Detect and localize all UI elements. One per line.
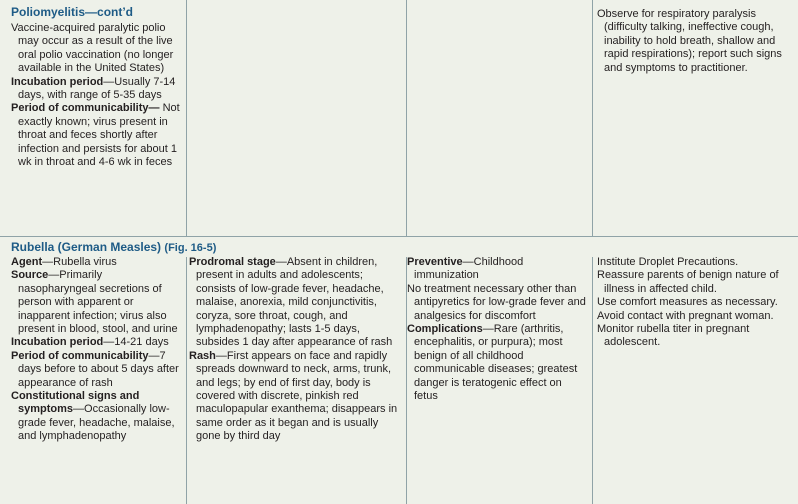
rubella-title-text: Rubella (German Measles)	[11, 240, 162, 254]
rubella-incubation: Incubation period—14-21 days	[11, 336, 169, 349]
incubation-label: Incubation period	[11, 75, 104, 88]
rubella-management-column	[407, 256, 588, 403]
polio-row	[0, 0, 798, 237]
polio-nursing-text: Observe for respiratory paralysis (difficulty talking, ineffective cough, inability to hold breath, shallow and rapid respirations); report such signs and symptoms to practitioner.	[597, 8, 782, 74]
polio-nursing	[597, 8, 787, 75]
rubella-complications: Complications—Rare (arthritis, encephalitis, or purpura); most benign of all childhood communicable diseases; greatest danger is teratogenic effect on fetus	[407, 323, 578, 403]
rubella-treatment: No treatment necessary other than antipyretics for low-grade fever and analgesics for discomfort	[407, 282, 586, 322]
rubella-agent: Agent—Rubella virus	[11, 256, 117, 268]
polio-communicability	[11, 102, 183, 169]
rubella-manifestations-column	[189, 256, 399, 444]
figure-reference-link[interactable]: (Fig. 16-5)	[164, 242, 217, 254]
nursing-item: Institute Droplet Precautions.	[597, 256, 739, 268]
column-divider	[186, 257, 187, 504]
polio-incubation	[11, 76, 183, 103]
communicability-label: Period of communicability—	[11, 102, 160, 115]
column-divider	[592, 0, 593, 236]
rubella-constitutional: Constitutional signs and symptoms—Occasionally low-grade fever, headache, malaise, and lymphadenopathy	[11, 390, 175, 443]
nursing-item: Avoid contact with pregnant woman.	[597, 309, 774, 322]
nursing-item: Use comfort measures as necessary.	[597, 296, 778, 309]
rubella-agent-column	[11, 256, 183, 444]
polio-vaccine-note: Vaccine-acquired paralytic polio may occur as a result of the live oral polio vaccination (no longer available in the United States)	[11, 22, 174, 75]
rubella-title	[11, 240, 216, 255]
column-divider	[186, 0, 187, 236]
nursing-item: Monitor rubella titer in pregnant adolescent.	[597, 323, 750, 349]
rubella-rash: Rash—First appears on face and rapidly spreads downward to neck, arms, trunk, and legs; by end of first day, body is covered with discrete, pinkish red maculopapular exanthema; disappears in same order as it began and is usually gone by third day	[189, 349, 398, 443]
rubella-prodromal: Prodromal stage—Absent in children, present in adults and adolescents; consists of low-grade fever, headache, malaise, anorexia, mild conjunctivitis, coryza, sore throat, cough, and lymphadenopathy; lasts 1-5 days, subsides 1 day after appearance of rash	[189, 256, 393, 349]
column-divider	[406, 0, 407, 236]
communicability-text: Not exactly known; virus present in throat and feces shortly after infection and persists for about 1 wk in throat and 4-6 wk in feces	[18, 102, 180, 169]
rubella-row	[0, 237, 798, 504]
column-divider	[592, 257, 593, 504]
nursing-item: Reassure parents of benign nature of illness in affected child.	[597, 269, 779, 295]
rubella-source: Source—Primarily nasopharyngeal secretions of person with apparent or inapparent infection; virus also present in blood, stool, and urine	[11, 269, 178, 336]
rubella-preventive: Preventive—Childhood immunization	[407, 256, 524, 282]
polio-details	[11, 22, 183, 169]
rubella-communicability: Period of communicability—7 days before to about 5 days after appearance of rash	[11, 349, 179, 389]
rubella-nursing-column	[597, 256, 792, 350]
polio-title: Poliomyelitis—cont’d	[11, 5, 134, 19]
incubation-text: —Usually 7-14 days, with range of 5-35 days	[18, 75, 176, 102]
